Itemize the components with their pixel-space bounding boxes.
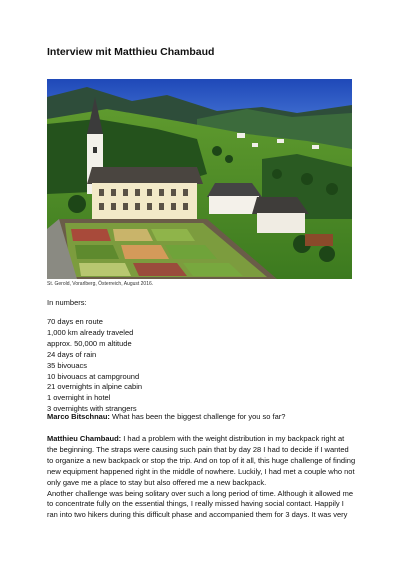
answer-line: to concentrate fully on the essential things, I really missed having social contact. Happily I	[47, 499, 344, 509]
answer-first-line: I had a problem with the weight distribution in my backpack right at	[121, 434, 345, 443]
answer-line: ran into two hikers during this difficult phase and accompanied them for 3 days. It was very	[47, 510, 348, 520]
interview-answer	[47, 434, 356, 521]
stat-item: 70 days en route	[47, 317, 103, 326]
interview-question	[47, 412, 285, 422]
answer-line	[47, 434, 353, 445]
question-speaker: Marco Bitschnau:	[47, 412, 110, 421]
stat-item: approx. 50,000 m altitude	[47, 338, 132, 348]
numbers-heading: In numbers:	[47, 298, 87, 307]
stat-item: 10 bivouacs at campground	[47, 371, 140, 381]
stat-item: 24 days of rain	[47, 349, 97, 359]
photo-st-gerold	[47, 79, 352, 279]
answer-line: the beginning. The straps were causing such pain that by day 28 I had to decide if I wanted	[47, 444, 349, 454]
answer-line: new equipment happened right in the middle of nowhere. Luckily, I had met a couple who not	[47, 466, 355, 476]
stat-item: 35 bivouacs	[47, 360, 88, 370]
question-text: What has been the biggest challenge for you so far?	[109, 412, 286, 421]
stat-item: 21 overnights in alpine cabin	[47, 382, 143, 392]
stat-item: 3 overnights with strangers	[47, 404, 137, 414]
answer-speaker: Matthieu Chambaud:	[47, 434, 122, 443]
monastery-landscape-image	[47, 79, 352, 279]
stats-list	[47, 317, 142, 415]
stat-item: 1 overnight in hotel	[47, 393, 111, 403]
answer-line: only gave me a place to stay but also offered me a new backpack.	[47, 477, 267, 487]
answer-line: Another challenge was being solitary over such a long period of time. Although it allowed me	[47, 488, 354, 498]
page-title: Interview mit Matthieu Chambaud	[47, 46, 215, 58]
photo-caption: St. Gerold, Vorarlberg, Österreich, August 2016.	[47, 281, 154, 287]
answer-line: to organize a new backpack or stop the trip. And on top of it all, this huge challenge of finding	[47, 455, 356, 465]
stat-item: 1,000 km already traveled	[47, 327, 134, 337]
